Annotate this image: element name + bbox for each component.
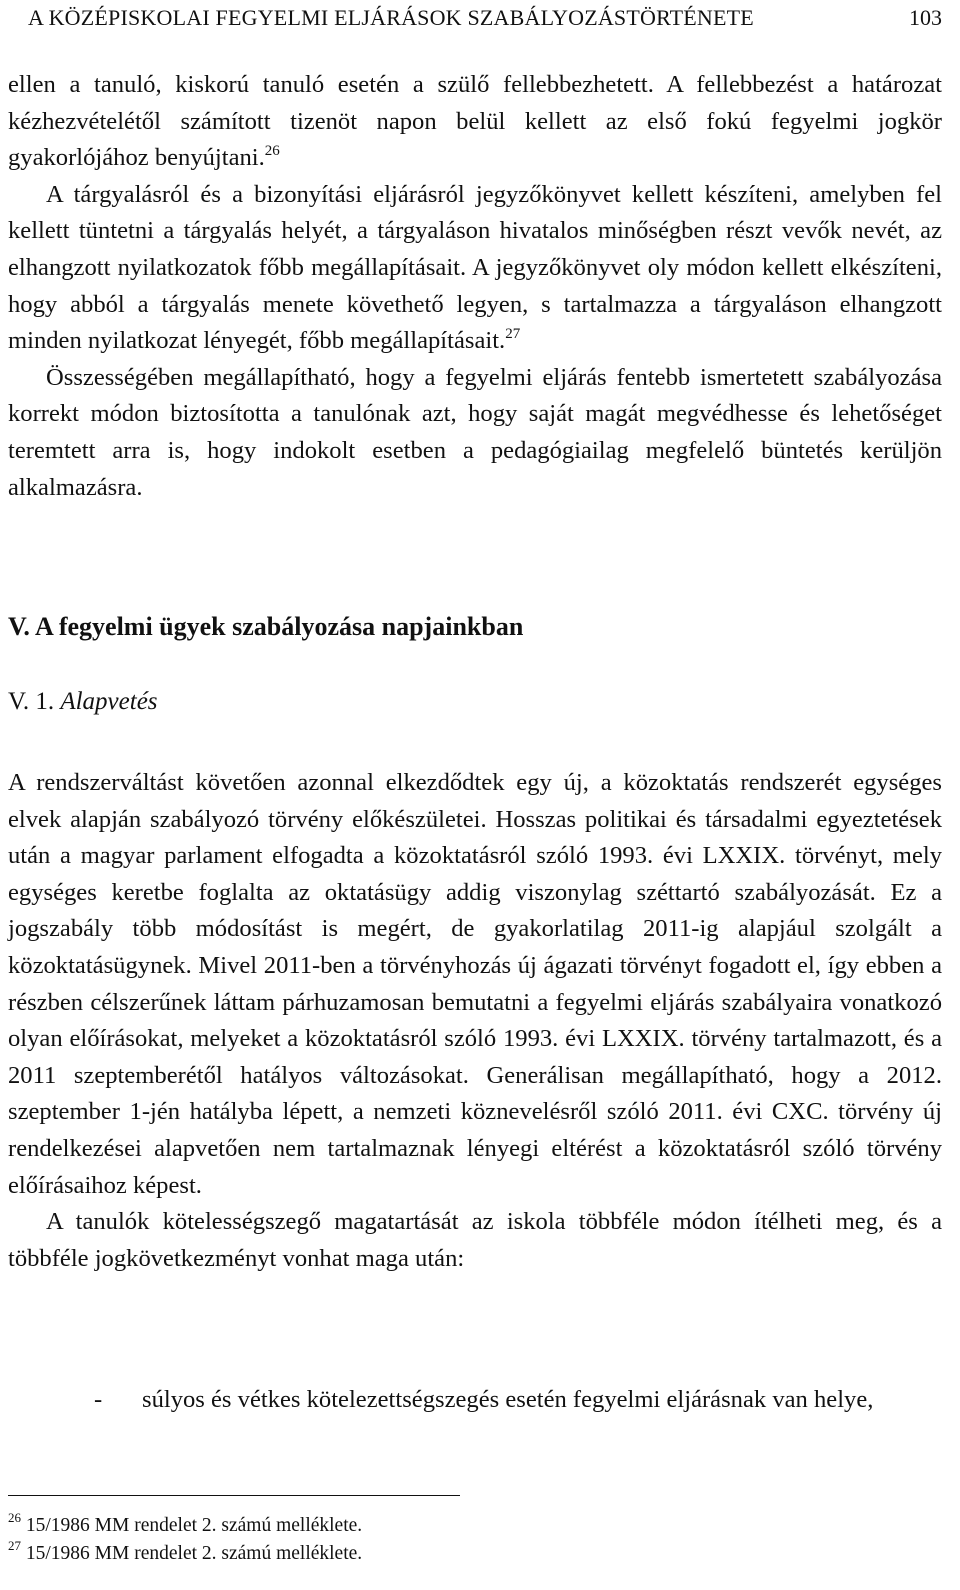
text-block-2 [8, 765, 942, 1277]
paragraph: A rendszerváltást követően azonnal elkezdődtek egy új, a közoktatás rendszerét egységes elvek alapján szabályozó törvény előkészületei. Hosszas politikai és társadalmi egyeztetések után a magyar parlament elfogadta a közoktatásról szóló 1993. évi LXXIX. törvényt, mely egységes keretbe foglalta az oktatásügy addig viszonylag széttartó szabályozását. Ez a jogszabály több módosítást is megért, de gyakorlatilag 2011-ig alapjául szolgált a közoktatásügynek. Mivel 2011-ben a törvényhozás új ágazati törvényt fogadott el, így ebben a részben célszerűnek láttam párhuzamosan bemutatni a fegyelmi eljárás szabályaira vonatkozó olyan előírásokat, melyeket a közoktatásról szóló 1993. évi LXXIX. törvény tartalmazott, és a 2011 szeptemberétől hatályos változásokat. Generálisan megállapítható, hogy a 2012. szeptember 1-jén hatályba lépett, a nemzeti köznevelésről szóló 2011. évi CXC. törvény új rendelkezései alapvetően nem tartalmaznak lényegi eltérést a közoktatásról szóló törvény előírásaihoz képest. [8, 769, 942, 1199]
list-marker: - [94, 1386, 103, 1413]
footnote-divider [8, 1495, 460, 1496]
list-item-text: súlyos és vétkes kötelezettségszegés esetén fegyelmi eljárásnak van helye, [142, 1386, 874, 1413]
paragraph: A tanulók kötelességszegő magatartását az iskola többféle módon ítélheti meg, és a többféle jogkövetkezményt vonhat maga után: [8, 1208, 942, 1272]
paragraph [8, 177, 942, 360]
paragraph [8, 67, 942, 177]
footnote [8, 1537, 363, 1567]
section-heading: V. A fegyelmi ügyek szabályozása napjainkban [8, 612, 524, 641]
footnote-ref[interactable]: 27 [505, 325, 521, 342]
paragraph [8, 360, 942, 506]
running-header [28, 4, 942, 32]
bullet-list [8, 1382, 942, 1419]
subsection-number: V. 1. [8, 688, 55, 715]
paragraph-text: A tárgyalásról és a bizonyítási eljárásról jegyzőkönyvet kellett készíteni, amelyben fel kellett tüntetni a tárgyalás helyét, a tárgyaláson hivatalos minőségben részt vevők nevét, az elhangzott nyilatkozatok főbb megállapításait. A jegyzőkönyvet oly módon kellett elkészíteni, hogy abból a tárgyalás menete követhető legyen, s tartalmazza a tárgyaláson elhangzott minden nyilatkozat lényegét, főbb megállapításait. [8, 180, 942, 355]
list-item [8, 1382, 942, 1419]
footnote-text: 15/1986 MM rendelet 2. számú melléklete. [25, 1515, 363, 1536]
footnote-number: 26 [8, 1509, 21, 1525]
footnote-text: 15/1986 MM rendelet 2. számú melléklete. [25, 1543, 363, 1564]
paragraph-text: Összességében megállapítható, hogy a fegyelmi eljárás fentebb ismertetett szabályozása korrekt módon biztosította a tanulónak azt, hogy saját magát megvédhesse és lehetőséget teremtett arra is, hogy indokolt esetben a pedagógiailag megfelelő büntetés kerüljön alkalmazásra. [8, 363, 942, 501]
paragraph-text: ellen a tanuló, kiskorú tanuló esetén a szülő fellebbezhetett. A fellebbezést a határozat kézhezvételétől számított tizenöt napon belül kellett az első fokú fegyelmi jogkör gyakorlójához benyújtani. [8, 71, 942, 172]
footnote-ref[interactable]: 26 [264, 143, 280, 159]
text-block-1 [8, 67, 942, 506]
header-title: A KÖZÉPISKOLAI FEGYELMI ELJÁRÁSOK SZABÁLYOZÁSTÖRTÉNETE [28, 5, 754, 30]
subsection-title: Alapvetés [60, 688, 158, 715]
footnote [8, 1509, 363, 1539]
footnote-number: 27 [8, 1537, 21, 1553]
subsection-heading [8, 685, 158, 719]
page-number: 103 [909, 5, 942, 30]
